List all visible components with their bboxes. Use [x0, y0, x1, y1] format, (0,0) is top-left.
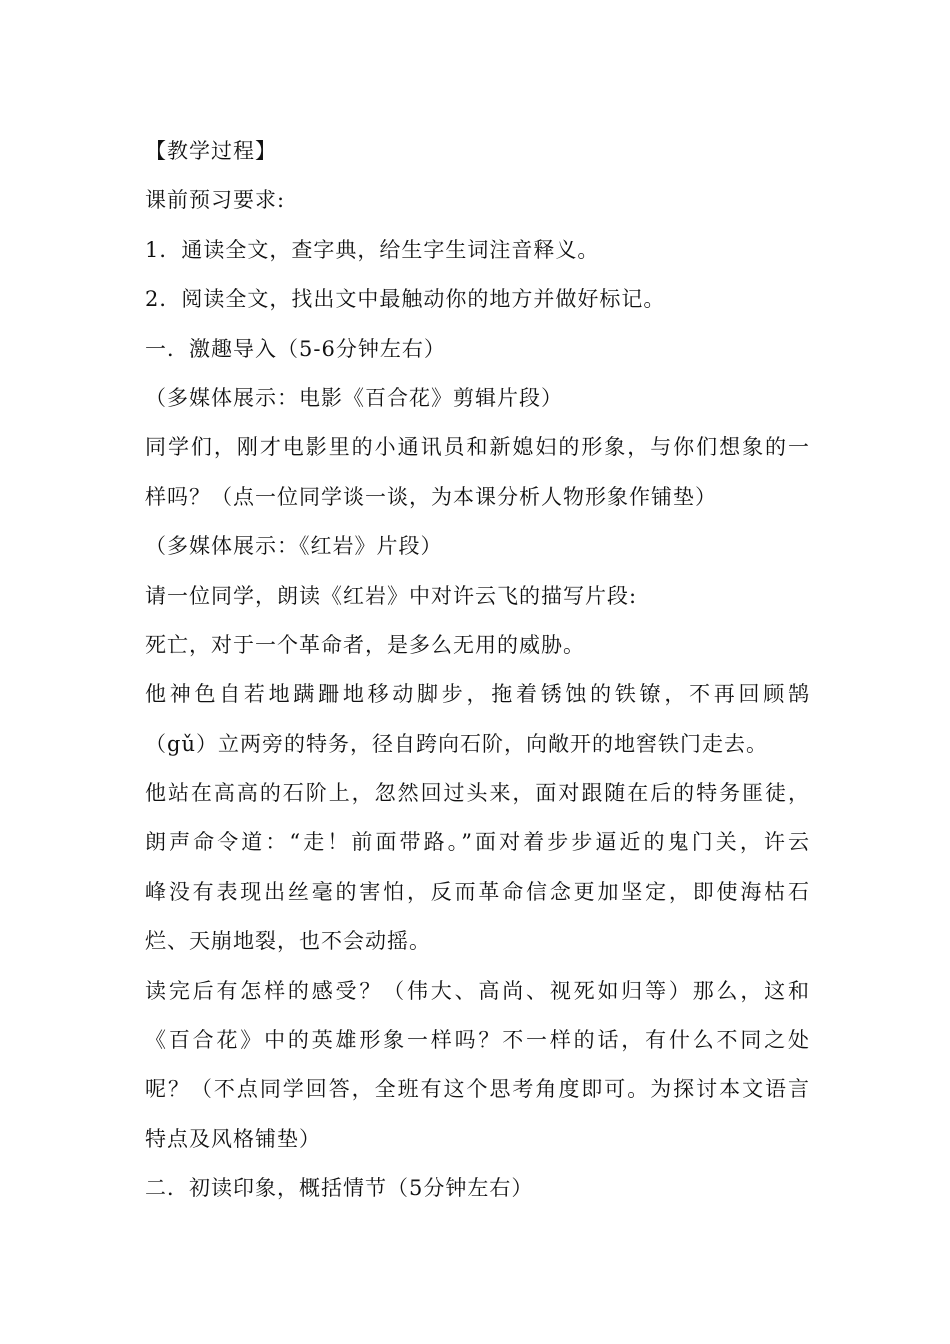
quote-line: 他站在高高的石阶上，忽然回过头来，面对跟随在后的特务匪徒，: [145, 781, 810, 806]
section-heading-teaching-process: 【教学过程】: [145, 139, 277, 163]
requirement-item-1: 1．通读全文，查字典，给生字生词注音释义。: [145, 237, 600, 262]
paragraph-line: 读完后有怎样的感受？（伟大、高尚、视死如归等）那么，这和: [145, 978, 810, 1003]
quote-line: 峰没有表现出丝毫的害怕，反而革命信念更加坚定，即使海枯石: [145, 879, 810, 904]
paragraph-line: 同学们，刚才电影里的小通讯员和新媳妇的形象，与你们想象的一: [145, 435, 810, 460]
document-body: [145, 127, 810, 1214]
quote-line: 朗声命令道：“走！前面带路。”面对着步步逼近的鬼门关，许云: [145, 830, 810, 855]
requirement-item-2: 2．阅读全文，找出文中最触动你的地方并做好标记。: [145, 287, 666, 312]
quote-line: （gǔ）立两旁的特务，径自跨向石阶，向敞开的地窖铁门走去。: [145, 731, 768, 756]
paragraph-line: 样吗？（点一位同学谈一谈，为本课分析人物形象作铺垫）: [145, 484, 717, 509]
paragraph-line: 请一位同学，朗读《红岩》中对许云飞的描写片段:: [145, 583, 638, 608]
paragraph-line: 特点及风格铺垫）: [145, 1126, 321, 1151]
media-note-1: （多媒体展示：电影《百合花》剪辑片段）: [145, 385, 563, 410]
preview-requirements-heading: 课前预习要求:: [145, 188, 286, 213]
section-heading-2: 二．初读印象，概括情节（5分钟左右）: [145, 1176, 534, 1201]
paragraph-line: 呢？（不点同学回答，全班有这个思考角度即可。为探讨本文语言: [145, 1077, 810, 1102]
paragraph-line: 《百合花》中的英雄形象一样吗？不一样的话，有什么不同之处: [145, 1028, 810, 1053]
quote-line: 他神色自若地蹒跚地移动脚步，拖着锈蚀的铁镣，不再回顾鹄: [145, 682, 810, 707]
media-note-2: （多媒体展示：《红岩》片段）: [145, 534, 443, 559]
section-heading-1: 一．激趣导入（5-6分钟左右）: [145, 336, 446, 361]
quote-line: 死亡，对于一个革命者，是多么无用的威胁。: [145, 632, 585, 657]
quote-line: 烂、天崩地裂，也不会动摇。: [145, 929, 431, 954]
